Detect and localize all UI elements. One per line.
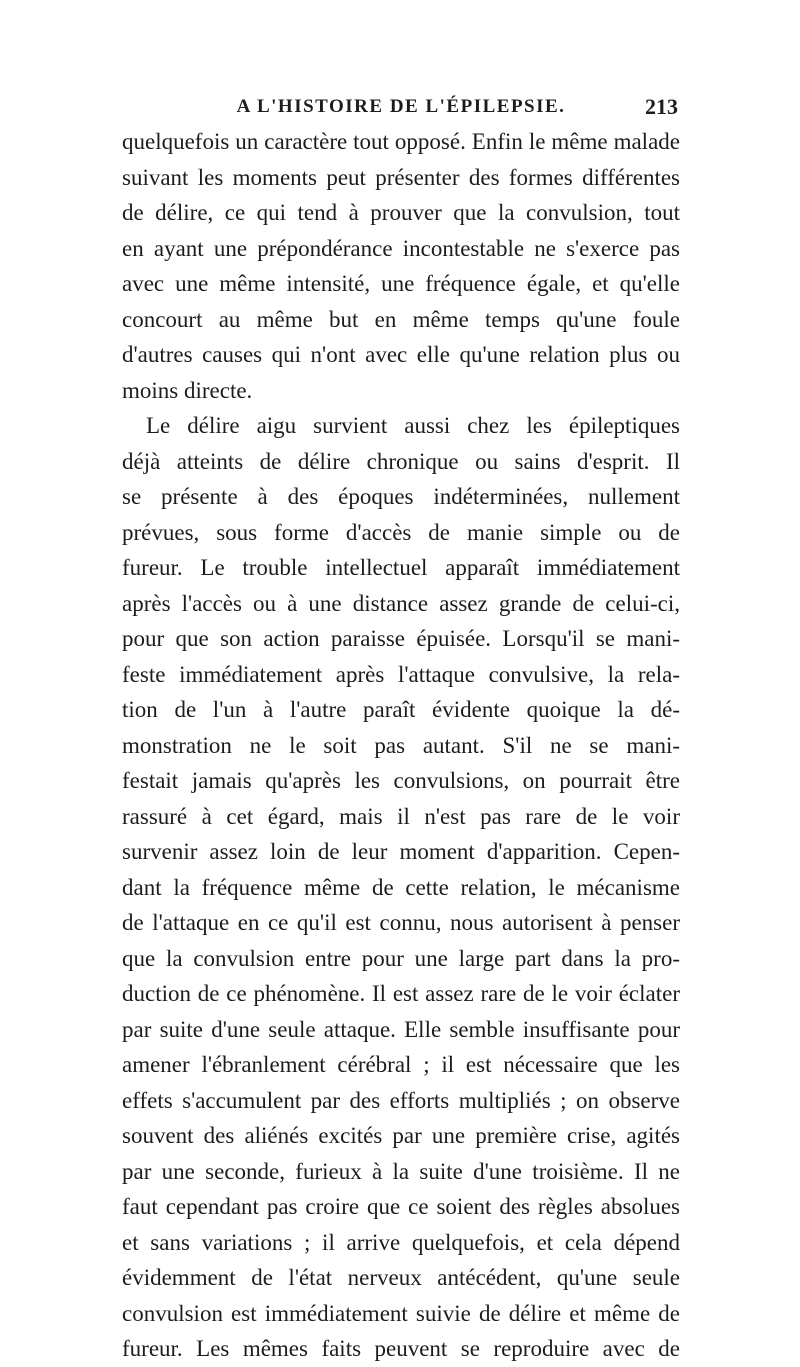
text-line: faut cependant pas croire que ce soient des règles absolues — [122, 1194, 680, 1219]
running-title: A L'HISTOIRE DE L'ÉPILEPSIE. — [236, 96, 566, 117]
text-line: avec une même intensité, une fréquence égale, et qu'elle — [122, 271, 680, 296]
text-line: que la convulsion entre pour une large part dans la pro- — [122, 945, 680, 971]
text-line: d'autres causes qui n'ont avec elle qu'une relation plus ou — [122, 342, 680, 367]
text-line: feste immédiatement après l'attaque convulsive, la rela- — [122, 661, 680, 687]
text-line: déjà atteints de délire chronique ou sains d'esprit. Il — [122, 448, 680, 474]
text-line: et sans variations ; il arrive quelquefois, et cela dépend — [122, 1229, 680, 1255]
text-line: festait jamais qu'après les convulsions, on pourrait être — [122, 768, 680, 793]
body-text — [122, 124, 680, 1367]
text-line: monstration ne le soit pas autant. S'il ne se mani- — [122, 732, 680, 758]
text-line: par une seconde, furieux à la suite d'une troisième. Il ne — [122, 1158, 680, 1184]
text-line: concourt au même but en même temps qu'une foule — [122, 306, 680, 332]
text-line: après l'accès ou à une distance assez grande de celui-ci, — [122, 590, 680, 616]
page-number: 213 — [645, 94, 678, 119]
text-line: évidemment de l'état nerveux antécédent, qu'une seule — [122, 1265, 680, 1290]
text-line: survenir assez loin de leur moment d'apparition. Cepen- — [122, 839, 680, 864]
text-line: convulsion est immédiatement suivie de délire et même de — [122, 1300, 680, 1326]
text-line: prévues, sous forme d'accès de manie simple ou de — [122, 519, 680, 545]
text-line: tion de l'un à l'autre paraît évidente quoique la dé- — [122, 697, 680, 722]
text-line: de délire, ce qui tend à prouver que la convulsion, tout — [122, 200, 680, 225]
text-line: duction de ce phénomène. Il est assez rare de le voir éclater — [122, 981, 680, 1006]
text-line: par suite d'une seule attaque. Elle semble insuffisante pour — [122, 1016, 680, 1042]
text-line: pour que son action paraisse épuisée. Lorsqu'il se mani- — [122, 626, 680, 651]
text-line: rassuré à cet égard, mais il n'est pas rare de le voir — [122, 803, 680, 829]
text-line: souvent des aliénés excités par une première crise, agités — [122, 1123, 680, 1148]
text-line: en ayant une prépondérance incontestable ne s'exerce pas — [122, 235, 680, 261]
text-line: effets s'accumulent par des efforts multipliés ; on observe — [122, 1087, 680, 1113]
text-line: quelquefois un caractère tout opposé. Enfin le même malade — [122, 129, 680, 154]
text-line: amener l'ébranlement cérébral ; il est nécessaire que les — [122, 1052, 680, 1077]
page-header — [122, 92, 680, 122]
text-line: se présente à des époques indéterminées, nullement — [122, 484, 680, 509]
text-line: suivant les moments peut présenter des formes différentes — [122, 164, 680, 190]
text-line: Le délire aigu survient aussi chez les épileptiques — [146, 413, 680, 438]
text-line: dant la fréquence même de cette relation, le mécanisme — [122, 874, 680, 900]
text-line: de l'attaque en ce qu'il est connu, nous autorisent à penser — [122, 910, 680, 935]
text-line: moins directe. — [122, 377, 253, 403]
text-line: fureur. Le trouble intellectuel apparaît immédiatement — [122, 555, 680, 580]
text-line: fureur. Les mêmes faits peuvent se reproduire avec de — [122, 1336, 680, 1361]
